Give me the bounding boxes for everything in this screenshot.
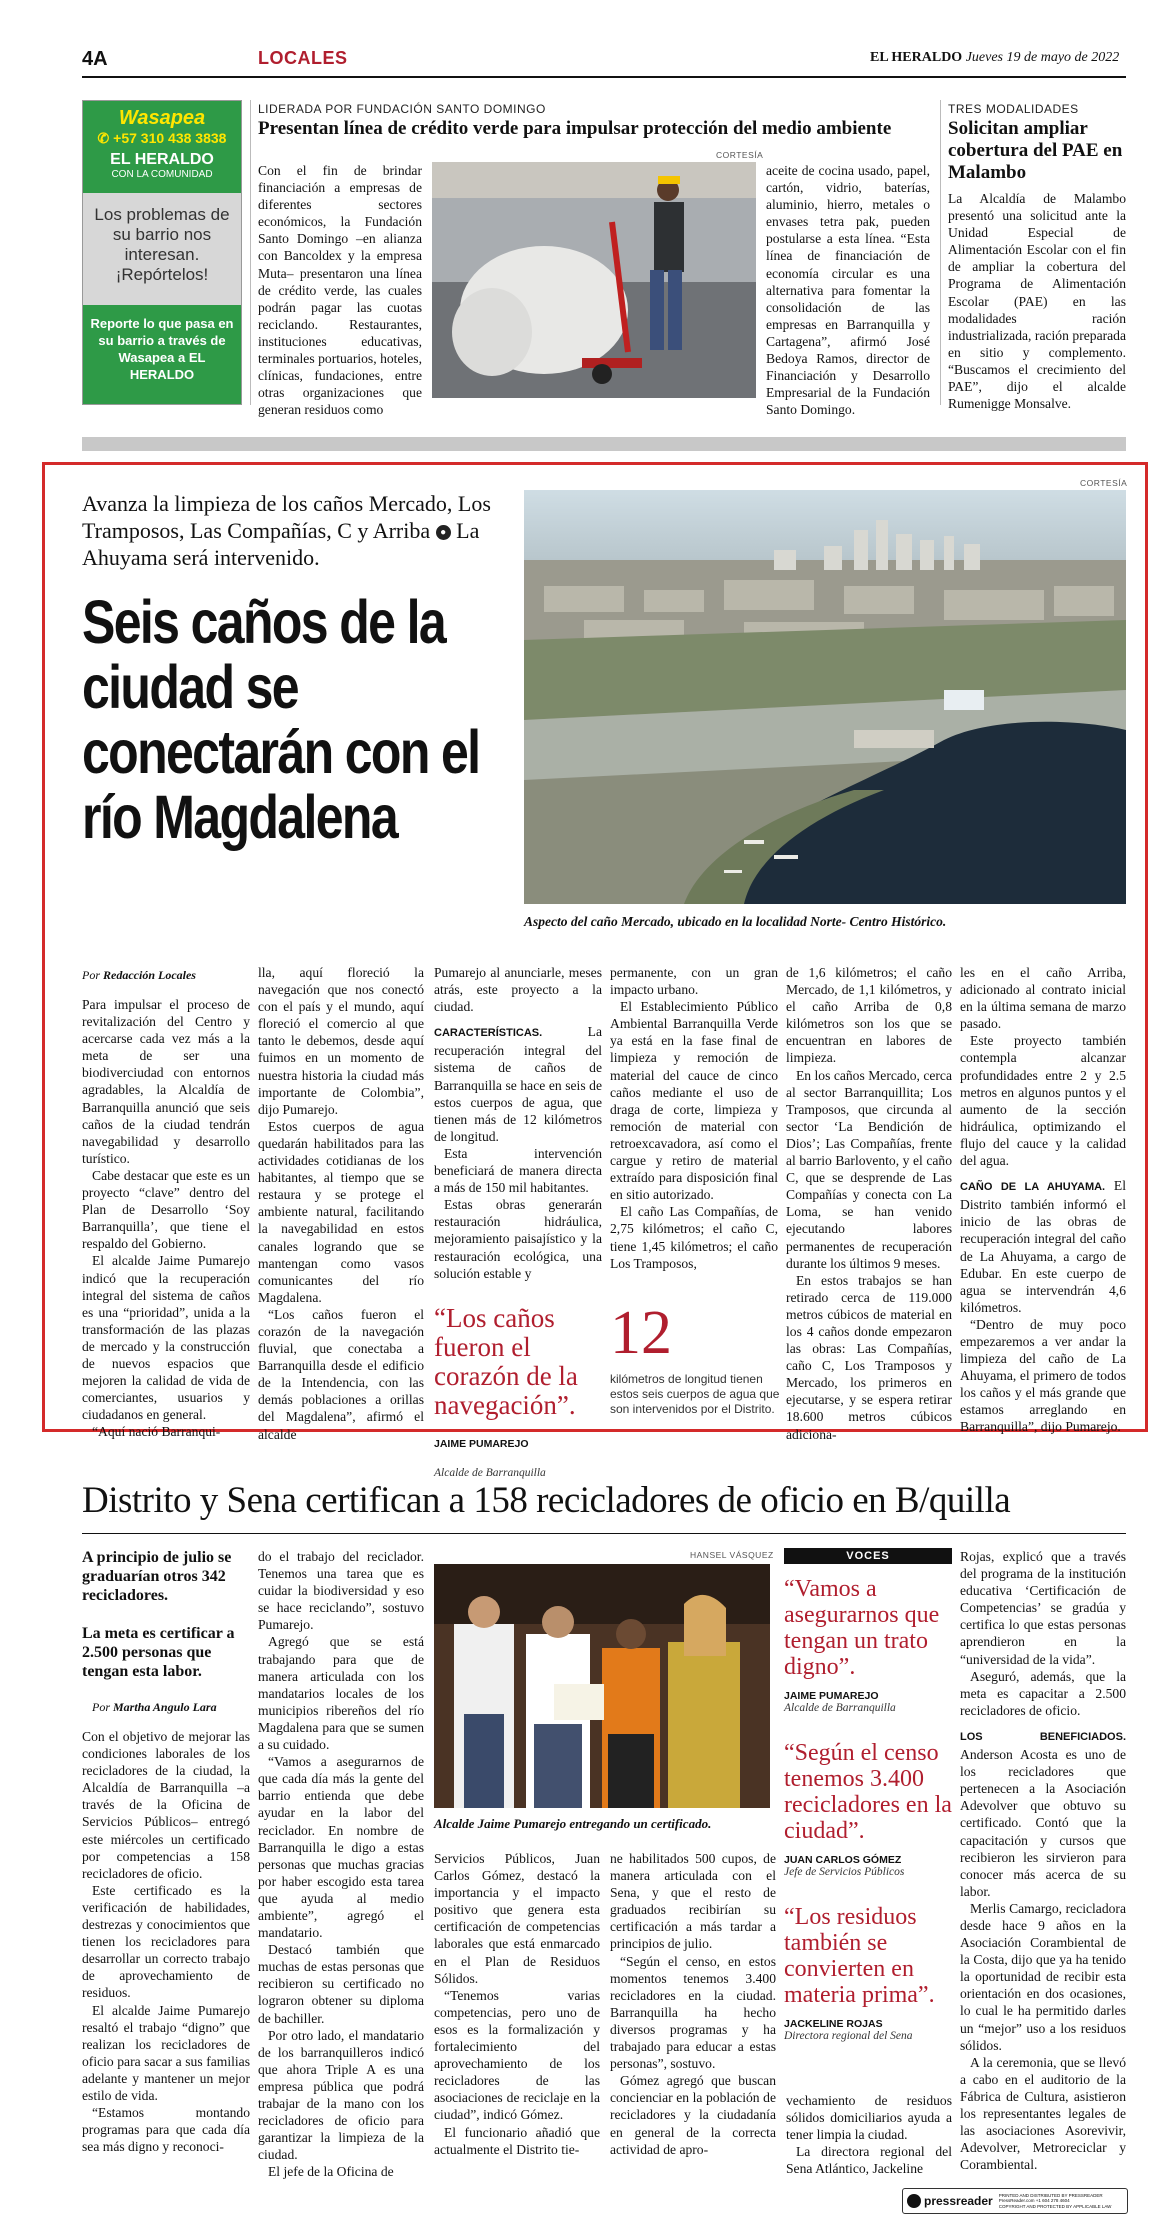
voces-quote: “Según el censo tenemos 3.400 recicladores en la ciudad”.: [784, 1740, 952, 1844]
story1-col1: [258, 162, 422, 418]
voces-role: Alcalde de Barranquilla: [784, 1702, 896, 1714]
sena-col6-p5: A la ceremonia, que se llevó a cabo en el auditorio de la Fábrica de Cultura, asistieron los representantes legales de las asociaciones Asorevivir, Adevolver, Metroreciclar y Corambiental.: [960, 2054, 1126, 2173]
sena-col3-p2: “Tenemos varias competencias, pero uno de esos es la formalización y fortalecimiento del aprovechamiento de los recicladores de las asociaciones de reciclaje en la ciudad”, indicó Gómez.: [434, 1987, 600, 2123]
divider: [940, 100, 941, 405]
main-col4-p2: El Establecimiento Público Ambiental Barranquilla Verde ya está en la fase final de limpieza y remoción de material del cauce de cinco caños mediante el uso de draga de corte, limpieza y remoción de material con retroexcavadora, así como el cargue y retiro de material extraído para disposición final en sitio autorizado.: [610, 999, 778, 1203]
issue-date: Jueves 19 de mayo de 2022: [965, 50, 1120, 65]
sena-col3: [434, 1850, 600, 2158]
main-photo-caption: Aspecto del caño Mercado, ubicado en la localidad Norte- Centro Histórico.: [524, 914, 947, 929]
sena-deck2: La meta es certificar a 2.500 personas que tengan esta labor.: [82, 1625, 235, 1680]
fine-print-2: PressReader.com +1 604 278 4604: [998, 2198, 1070, 2204]
main-col2: [258, 964, 424, 1443]
story1-credit: CORTESÍA: [716, 150, 764, 160]
ad-phone-number: +57 310 438 3838: [113, 130, 227, 146]
main-col3-p1: Pumarejo al anunciarle, meses atrás, este proyecto a la ciudad.: [434, 965, 602, 1015]
main-col6-p3: El Distrito también informó el inicio de las obras de recuperación integral del caño de La Ahuyama, a cargo de Edubar. En este cuerpo de agua se intervendrán 4,6 kilómetros.: [960, 1178, 1126, 1315]
main-deck: [82, 490, 512, 571]
ceremony-photo-image: [434, 1564, 770, 1808]
sena-col6-subhead: LOS BENEFICIADOS.: [960, 1730, 1126, 1743]
main-col4-p1: permanente, con un gran impacto urbano.: [610, 965, 778, 998]
main-col3-p2: La recuperación integral del sistema de caños de Barranquilla se hace en seis de estos cuerpos de agua, que tienen más de 12 kilómetros de longitud.: [434, 1024, 602, 1144]
story1-col2-text: aceite de cocina usado, papel, cartón, vidrio, baterías, aluminio, hierro, metales o envases tetra pak, pueden postularse a esta línea. “Esta línea de financiación de economía circular es una alternativa para fomentar la consolidación de las empresas en Barranquilla y Cartagena”, afirmó José Bedoya Ramos, director de Financiación y Desarrollo Empresarial de la Fundación Santo Domingo.: [766, 163, 930, 418]
pullquote-role: Alcalde de Barranquilla: [434, 1467, 546, 1479]
grey-band: [82, 437, 1126, 451]
story1-col2: [766, 162, 930, 418]
byline-prefix: Por: [82, 968, 100, 982]
ad-brand-box: [83, 101, 241, 193]
sena-rule: [82, 1533, 1126, 1534]
pullquote-name: JAIME PUMAREJO: [434, 1438, 529, 1450]
story1-col1-text: Con el fin de brindar financiación a empresas de diferentes sectores económicos, la Fundación Santo Domingo –en alianza con Bancoldex y la empresa Muta– presentaron una línea de crédito verde, las cuales podrán pagar las cuotas reciclando. Restaurantes, instituciones educativas, terminales portuarios, hoteles, clínicas, fundaciones, entre otras organizaciones que generan residuos como: [258, 163, 422, 418]
story2-body: [948, 190, 1126, 412]
masthead: [870, 50, 1119, 66]
voces-quote: “Vamos a asegurarnos que tengan un trato digno”.: [784, 1576, 940, 1680]
sena-col2-p1: do el trabajo del reciclador. Tenemos una tarea que es cuidar la biodiversidad y eso se hace reciclando”, sostuvo Pumarejo.: [258, 1549, 424, 1633]
sena-col5-p1: vechamiento de residuos sólidos domiciliarios ayuda a tener limpia la ciudad.: [786, 2093, 952, 2143]
sena-byline-prefix: Por: [92, 1700, 110, 1714]
sena-col4-p3: Gómez agregó que buscan concienciar en la población de recicladores y la ciudadanía en general de la correcta actividad de apro-: [610, 2073, 776, 2157]
aerial-photo-image: [524, 490, 1126, 904]
main-col4: [610, 964, 778, 1272]
main-col6-p1: les en el caño Arriba, adicionado al contrato inicial en la última semana de marzo pasado.: [960, 965, 1126, 1032]
main-col1-p3: El alcalde Jaime Pumarejo indicó que la recuperación integral del sistema de caños es una “prioridad”, unida a la transformación de las plazas de mercado y la construcción de nuevos espacios que mejoren la calidad de vida de comerciantes, usuarios y ciudadanos en general.: [82, 1253, 250, 1423]
byline-author: Redacción Locales: [103, 968, 196, 982]
sena-credit: HANSEL VÁSQUEZ: [690, 1550, 774, 1560]
stat-number: 12: [610, 1299, 672, 1367]
sena-col3-p1: Servicios Públicos, Juan Carlos Gómez, destacó la importancia y el impacto positivo que genera esta certificación de competencias laborales que está enmarcado en el Plan de Residuos Sólidos.: [434, 1851, 600, 1986]
pressreader-logo: pressreader: [924, 2194, 993, 2208]
main-col4-p3: El caño Las Compañías, de 2,75 kilómetros; el caño C, tiene 1,45 kilómetros; el caño Los Tramposos,: [610, 1204, 778, 1271]
main-deck-b: La Ahuyama será intervenido.: [82, 518, 480, 570]
main-col6-subhead: CAÑO DE LA AHUYAMA.: [960, 1181, 1106, 1194]
main-col5: [786, 964, 952, 1443]
sena-col2-p6: El jefe de la Oficina de: [268, 2164, 394, 2180]
header-rule: [82, 76, 1126, 78]
fine-print-1: PRINTED AND DISTRIBUTED BY PRESSREADER: [998, 2192, 1103, 2198]
sena-headline: Distrito y Sena certifican a 158 recicladores de oficio en B/quilla: [82, 1480, 1011, 1521]
fine-print-3: COPYRIGHT AND PROTECTED BY APPLICABLE LAW: [998, 2203, 1112, 2209]
main-col5-p2: En los caños Mercado, cerca al sector Barranquillita; Los Tramposos, que circunda al sector ‘La Bendición de Dios’; Las Compañías, frente al barrio Barlovento, y el caño C, que se desprende de Las Compañías y conecta con La Loma, se han venido ejecutando labores permanentes de recuperación durante los últimos 9 meses.: [786, 1067, 952, 1271]
section-name: LOCALES: [258, 48, 348, 68]
sena-col6-p1: Rojas, explicó que a través del programa de la institución educativa ‘Certificación de Competencias’ se gradúa y certifica lo que estas personas aprendieron en la “universidad de la vida”.: [960, 1549, 1126, 1667]
main-col5-p1: de 1,6 kilómetros; el caño Mercado, de 1,1 kilómetros, y el caño Arriba de 0,8 kilómetros son los que se encuentran en labores de limpieza.: [786, 965, 952, 1066]
story1-kicker: LIDERADA POR FUNDACIÓN SANTO DOMINGO: [258, 102, 546, 116]
voces-item: [784, 1904, 952, 2042]
pressreader-icon: [907, 2194, 921, 2208]
page-number: 4A: [82, 48, 108, 70]
voces-label: VOCES: [784, 1548, 952, 1564]
recycling-photo-image: [432, 162, 756, 398]
voces-role: Directora regional del Sena: [784, 2030, 913, 2042]
sena-col2-p4: Destacó también que muchas de estas personas que recibieron su certificado no lograron obtener su diploma de bachiller.: [258, 1942, 424, 2026]
sena-col1-p3: El alcalde Jaime Pumarejo resaltó el trabajo “digno” que realizan los recicladores de oficio para sacar a sus familias adelante y mantener un mejor estilo de vida.: [82, 2002, 250, 2103]
voces-name: JAIME PUMAREJO: [784, 1690, 879, 1702]
main-col1-p4: “Aquí nació Barranqui-: [92, 1424, 221, 1440]
main-deck-a: Avanza la limpieza de los caños Mercado, Los Tramposos, Las Compañías, C y Arriba: [82, 491, 491, 543]
sena-col5-p2: La directora regional del Sena Atlántico, Jackeline: [786, 2144, 952, 2177]
sena-byline-author: Martha Angulo Lara: [113, 1700, 217, 1714]
ceremony-photo: [434, 1564, 770, 1808]
sena-col6-p2: Aseguró, además, que la meta es capacitar a 2.500 recicladores de oficio.: [960, 1668, 1126, 1718]
sena-col2-p2: Agregó que se está trabajando para que de manera articulada con los mandatarios locales de los municipios ribereños del río Magdalena para que se sumen a su cuidado.: [258, 1634, 424, 1753]
sena-byline: [92, 1700, 217, 1715]
sena-col2-p5: Por otro lado, el mandatario de los barranquilleros indicó que ahora Triple A es una empresa pública que podrá trabajar de la mano con los recicladores de oficio para garantizar la limpieza de la ciudad.: [258, 2027, 424, 2163]
sena-col6-p4: Merlis Camargo, recicladora desde hace 9 años en la Asociación Corambiental de la Costa, dijo que ya ha tenido la oportunidad de recibir esta orientación en dos ocasiones, lo cual le ha permitido darles un “mejor” uso a los residuos sólidos.: [960, 1900, 1126, 2053]
main-col3-p3: Esta intervención beneficiará de manera directa a más de 150 mil habitantes.: [434, 1145, 602, 1196]
voces-name: JUAN CARLOS GÓMEZ: [784, 1854, 902, 1866]
main-byline: [82, 968, 196, 983]
sena-col1-p4: “Estamos montando programas para que cada día sea más digno y reconoci-: [82, 2105, 250, 2155]
story2-headline: Solicitan ampliar cobertura del PAE en Malambo: [948, 118, 1123, 183]
sena-deck1: A principio de julio se graduarían otros 342 recicladores.: [82, 1549, 232, 1604]
sena-col1: [82, 1728, 250, 2155]
main-col1-p1: Para impulsar el proceso de revitalización del Centro y acercarse cada vez más a la meta de ser una biodiverciudad con entornos agradables, la Alcaldía de Barranquilla anunció que seis caños de la ciudad tendrán navegabilidad y desarrollo turístico.: [82, 997, 250, 1166]
voces-role: Jefe de Servicios Públicos: [784, 1866, 905, 1878]
whatsapp-icon: ✆: [97, 130, 110, 146]
story1-headline: Presentan línea de crédito verde para impulsar protección del medio ambiente: [258, 118, 892, 139]
paper-name: EL HERALDO: [870, 50, 963, 65]
sena-col6-p3: Anderson Acosta es uno de los recicladores que pertenecen a la Asociación Adevolver que obtuvo su certificado. Contó que la capacitación y cursos que recibieron les sirvieron para conocer más acerca de su labor.: [960, 1747, 1126, 1899]
ad-line1: EL HERALDO: [110, 151, 214, 168]
ad-line2: CON LA COMUNIDAD: [111, 169, 213, 180]
story2-body-text: La Alcaldía de Malambo presentó una solicitud ante la Unidad Especial de Alimentación Escolar con el fin de ampliar la cobertura del Programa de Alimentación Escolar (PAE) en las modalidades ración industrializada, ración preparada en sitio y complemento. “Buscamos el crecimiento del PAE”, dijo el alcalde Rumenigge Monsalve.: [948, 191, 1126, 412]
sena-caption: Alcalde Jaime Pumarejo entregando un certificado.: [434, 1816, 712, 1831]
bullet-icon: ●: [436, 525, 451, 540]
wasapea-ad: [82, 100, 242, 405]
ad-brand: Wasapea: [118, 107, 206, 129]
main-col1-p2: Cabe destacar que este es un proyecto “clave” dentro del Plan de Desarrollo ‘Soy Barranquilla’, que tiene el respaldo del Gobierno.: [82, 1167, 250, 1252]
main-col2-p1: lla, aquí floreció la navegación que nos conectó con el país y el mundo, aquí floreció el comercio al que tanto le debemos, desde aquí fuimos en un momento de nuestra historia la ciudad más importante de Colombia”, dijo Pumarejo.: [258, 965, 424, 1117]
sena-col1-p1: Con el objetivo de mejorar las condiciones laborales de los recicladores de la ciudad, la Alcaldía de Barranquilla –a través de la Oficina de Servicios Públicos– entregó este miércoles un certificado por competencias a 158 recicladores de oficio.: [82, 1729, 250, 1881]
pullquote-text: “Los caños fueron el corazón de la navegación”.: [434, 1303, 578, 1420]
sena-col1-p2: Este certificado es la verificación de habilidades, destrezas y conocimientos que tienen los recicladores para desarrollar un correcto trabajo de aprovechamiento de residuos.: [82, 1882, 250, 2001]
divider: [250, 100, 251, 405]
main-col5-p3: En estos trabajos se han retirado cerca de 119.000 metros cúbicos de material en los 4 caños donde empezaron las obras: Las Compañías, caño C, Los Tramposos y Mercado, los primeros en ejecutarse, y se espera retirar 18.600 metros cúbicos adiciona-: [786, 1272, 952, 1442]
sena-col4: [610, 1850, 776, 2158]
sena-col2: [258, 1548, 424, 2180]
voces-item: [784, 1576, 952, 1714]
voces-name: JACKELINE ROJAS: [784, 2018, 883, 2030]
main-col3: [434, 964, 602, 1282]
ad-body: Los problemas de su barrio nos interesan. ¡Repórtelos!: [83, 193, 241, 305]
voces-item: [784, 1740, 952, 1878]
sena-col2-p3: “Vamos a asegurarnos de que cada día más la gente del barrio entienda que debe ayudar en la labor del reciclador. En nombre de Barranquilla le digo a estas personas que muchas gracias por haber escogido esta tarea que ayuda al medio ambiente”, agregó el mandatario.: [258, 1754, 424, 1941]
story2-kicker: TRES MODALIDADES: [948, 102, 1079, 116]
sena-col3-p3: El funcionario añadió que actualmente el Distrito tie-: [434, 2124, 600, 2157]
main-col6: [960, 964, 1126, 1436]
voces-box: [784, 1548, 952, 2042]
aerial-photo: [524, 490, 1126, 904]
main-col2-p2: Estos cuerpos de agua quedarán habilitados para las actividades cotidianas de los habitantes, al tiempo que se restaura y se protege el ambiente natural, facilitando la navegabilidad en estos canales logrando que se mantengan como vasos comunicantes del río Magdalena.: [258, 1118, 424, 1305]
sena-col4-p2: “Según el censo, en estos momentos tenemos 3.400 recicladores en la ciudad. Barranquilla ha hecho diversos programas y ha trabajado para educar a estas personas”, sostuvo.: [610, 1953, 776, 2072]
main-col6-p4: “Dentro de muy poco empezaremos a ver andar la limpieza del caño de La Ahuyama, el primero de todos los caños y el más grande que estamos arreglando en Barranquilla”, dijo Pumarejo.: [960, 1316, 1126, 1435]
main-col3-p4: Estas obras generarán restauración hidráulica, mejoramiento paisajístico y la restauración ecológica, una solución estable y: [434, 1197, 602, 1281]
pressreader-badge: [902, 2188, 1128, 2214]
sena-col6: [960, 1548, 1126, 2173]
main-col6-p2: Este proyecto también contempla alcanzar profundidades entre 2 y 2.5 metros en algunos puntos y el aumento de la sección hidráulica, optimizando el flujo del cauce y la calidad del agua.: [960, 1033, 1126, 1169]
main-headline: Seis caños de la ciudad se conectarán con el río Magdalena: [82, 588, 480, 851]
main-photo-credit: CORTESÍA: [1080, 478, 1128, 488]
ad-phone: [87, 130, 237, 147]
main-col1: [82, 996, 250, 1440]
voces-quote: “Los residuos también se convierten en materia prima”.: [784, 1904, 935, 2008]
main-col2-p3: “Los caños fueron el corazón de la navegación fluvial, que conectaba a Barranquilla desde el edificio de la Intendencia, con las demás poblaciones a orillas del Magdalena”, afirmó el alcalde: [258, 1306, 424, 1442]
main-pullquote: [434, 1304, 602, 1488]
sena-col5: [786, 2092, 952, 2177]
ad-footer: Reporte lo que pasa en su barrio a través de Wasapea a EL HERALDO: [83, 305, 241, 404]
stat-text: kilómetros de longitud tienen estos seis cuerpos de agua que son intervenidos por el Distrito.: [610, 1372, 780, 1416]
recycling-photo: [432, 162, 756, 398]
pressreader-fine: [999, 2193, 1112, 2210]
main-col3-subhead: CARACTERÍSTICAS.: [434, 1027, 543, 1040]
sena-col4-p1: ne habilitados 500 cupos, de manera articulada con el Sena, y que el resto de graduados recibirían su certificación a más tardar a principios de julio.: [610, 1851, 776, 1952]
